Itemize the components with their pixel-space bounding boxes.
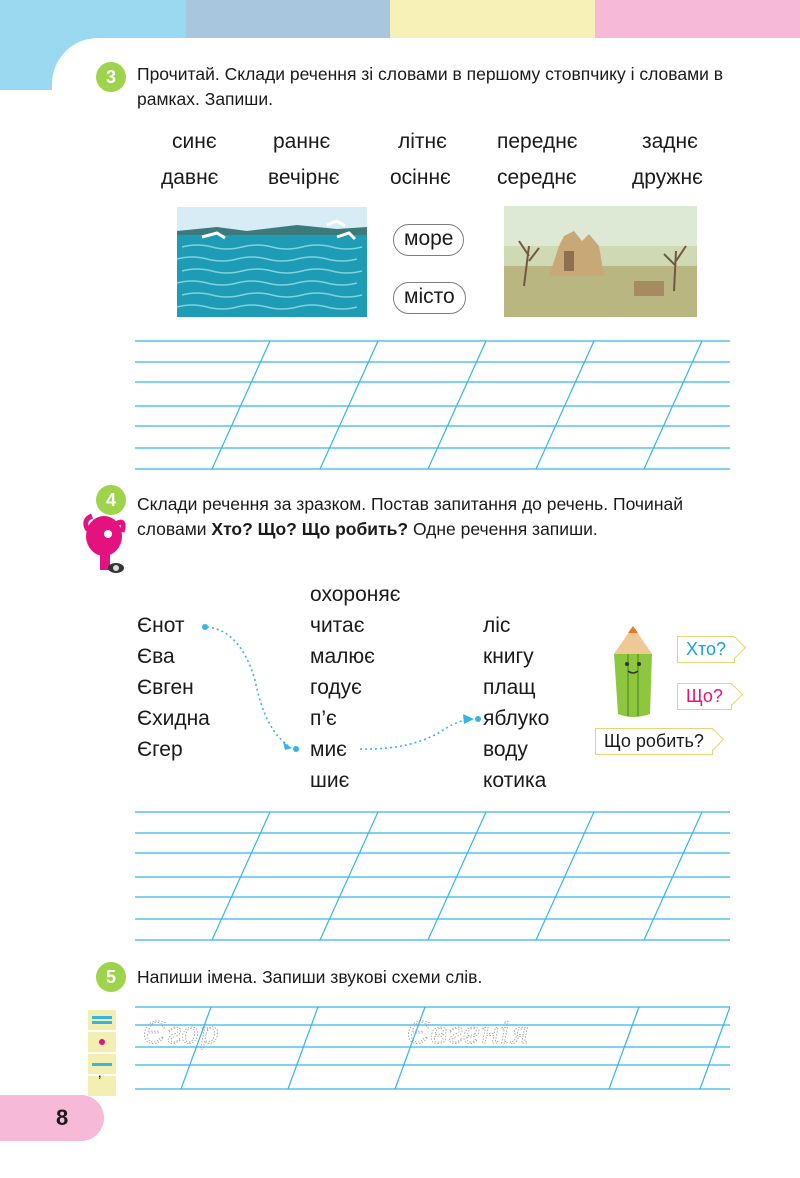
object-word: ліс <box>483 614 511 637</box>
subject-word: Єва <box>137 645 175 668</box>
word: вечірнє <box>268 166 340 189</box>
word: синє <box>172 130 217 153</box>
word: середнє <box>497 166 577 189</box>
word: дружнє <box>632 166 703 189</box>
legend-dot-icon <box>99 1039 105 1045</box>
object-word: воду <box>483 738 528 761</box>
verb-word: шиє <box>310 769 350 792</box>
object-word: котика <box>483 769 547 792</box>
task-number-5: 5 <box>96 962 126 992</box>
task-number-4: 4 <box>96 485 126 515</box>
task5-instruction: Напиши імена. Запиши звукові схеми слів. <box>137 967 483 987</box>
legend-double-line-icon <box>92 1016 112 1019</box>
connector-line <box>360 720 466 749</box>
task4-instruction-start: Склади речення за зразком. Постав запитання до речень. Починай словами <box>137 494 683 539</box>
pencil-character-icon <box>604 624 662 720</box>
verb-word: читає <box>310 614 365 637</box>
subject-word: Євген <box>137 676 194 699</box>
legend-line-icon <box>92 1063 112 1066</box>
page-number: 8 <box>56 1105 69 1130</box>
legend-apostrophe <box>88 1076 116 1096</box>
object-word: книгу <box>483 645 534 668</box>
object-word: плащ <box>483 676 536 699</box>
legend-double-line-icon <box>92 1021 112 1024</box>
dotted-name-1: Єгор <box>143 1016 219 1051</box>
writing-grid-3 <box>135 1005 730 1100</box>
word: переднє <box>497 130 578 153</box>
word: осіннє <box>390 166 451 189</box>
object-word: яблуко <box>483 707 550 730</box>
arrowhead <box>283 742 292 750</box>
question-label-what-does: Що робить? <box>595 728 713 755</box>
framed-word: море <box>393 224 464 256</box>
verb-word: малює <box>310 645 375 668</box>
word: заднє <box>642 130 698 153</box>
task4-instruction-bold: Хто? Що? Що робить? <box>211 519 409 539</box>
task3-instruction: Прочитай. Склади речення зі словами в першому стовпчику і словами в рамках. Запиши. <box>137 64 724 109</box>
verb-word: охороняє <box>310 583 401 606</box>
verb-word: п’є <box>310 707 337 730</box>
question-label-who: Хто? <box>677 636 735 663</box>
connector-line <box>207 627 288 745</box>
arrowhead <box>463 714 474 724</box>
task-number-3: 3 <box>96 62 126 92</box>
subject-word: Єхидна <box>137 707 210 730</box>
word: раннє <box>273 130 331 153</box>
verb-word: годує <box>310 676 362 699</box>
dotted-name-2: Євгенія <box>407 1016 530 1051</box>
legend-apostrophe-icon: ʼ <box>98 1074 102 1091</box>
task4-instruction-end: Одне речення запиши. <box>408 519 598 539</box>
legend-hard-consonant <box>88 1054 116 1074</box>
subject-word: Єгер <box>137 738 183 761</box>
word: літнє <box>398 130 447 153</box>
connector-dot <box>293 746 299 752</box>
word: давнє <box>161 166 219 189</box>
question-label-what: Що? <box>677 683 732 710</box>
page-number-tab <box>0 1095 104 1141</box>
verb-word: миє <box>310 738 347 761</box>
framed-word: місто <box>393 282 466 314</box>
legend-soft-consonant <box>88 1032 116 1052</box>
writing-grid-2 <box>135 810 730 942</box>
subject-word: Єнот <box>137 614 185 637</box>
legend-vowel <box>88 1010 116 1030</box>
connector-dot <box>475 716 481 722</box>
